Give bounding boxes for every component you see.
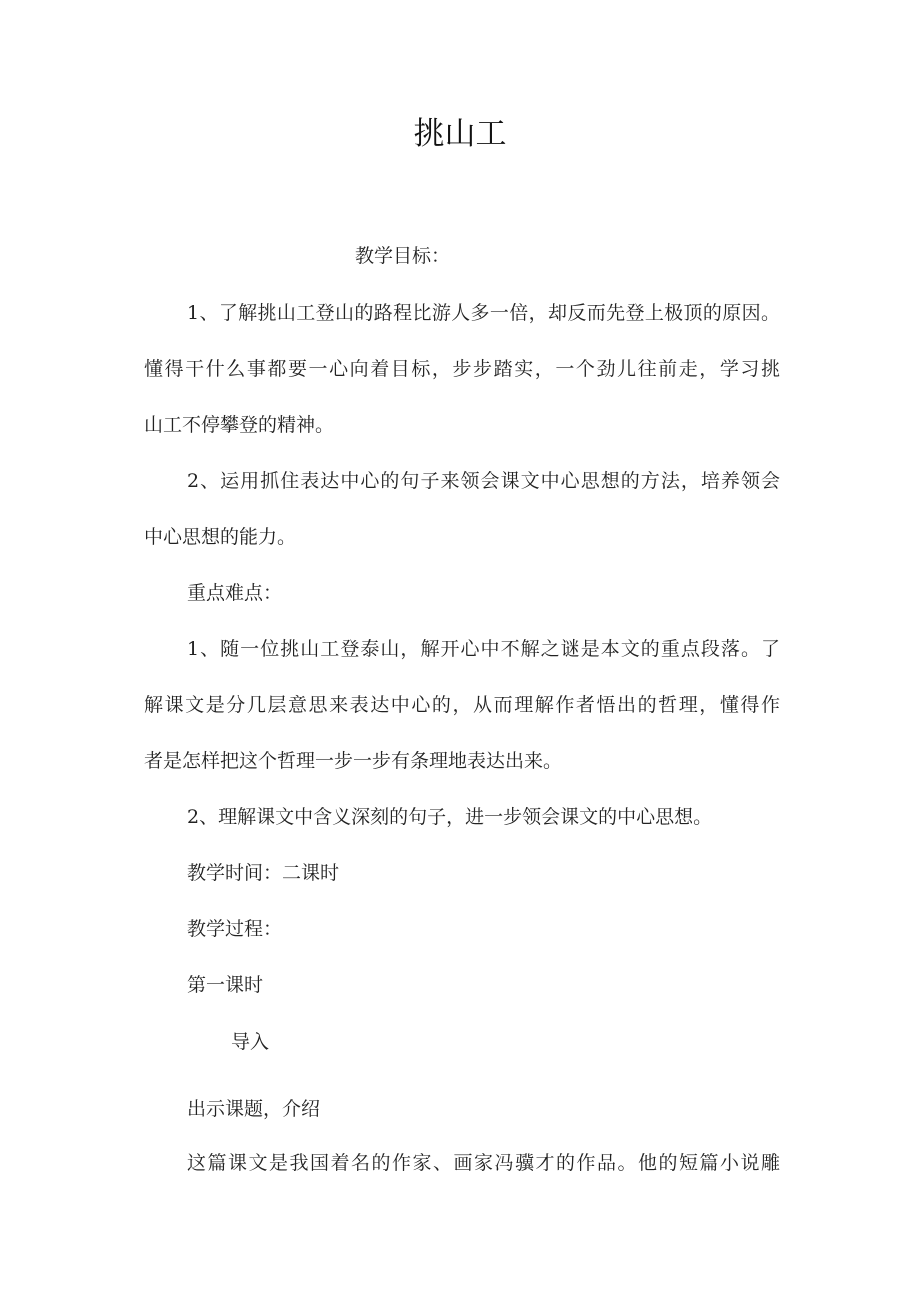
paragraph-line: 懂得干什么事都要一心向着目标，步步踏实，一个劲儿往前走，学习挑 [144, 358, 780, 380]
paragraph-line: 2、运用抓住表达中心的句子来领会课文中心思想的方法，培养领会 [187, 470, 780, 492]
subsection-heading: 导入 [231, 1031, 270, 1053]
section-heading-process: 教学过程： [187, 918, 283, 940]
paragraph-line: 1、随一位挑山工登泰山，解开心中不解之谜是本文的重点段落。了 [187, 638, 780, 660]
section-heading-key-points: 重点难点： [187, 582, 283, 604]
document-title: 挑山工 [413, 116, 507, 152]
paragraph-line: 解课文是分几层意思来表达中心的，从而理解作者悟出的哲理，懂得作 [144, 694, 780, 716]
paragraph-line: 这篇课文是我国着名的作家、画家冯骥才的作品。他的短篇小说雕 [187, 1152, 780, 1174]
paragraph-line: 2、理解课文中含义深刻的句子，进一步领会课文的中心思想。 [187, 806, 713, 828]
teaching-time: 教学时间：二课时 [187, 862, 340, 884]
section-heading-objectives: 教学目标： [355, 245, 451, 267]
paragraph-line: 中心思想的能力。 [144, 526, 297, 548]
paragraph-line: 1、了解挑山工登山的路程比游人多一倍，却反而先登上极顶的原因。 [187, 302, 780, 324]
lesson-heading: 第一课时 [187, 974, 264, 996]
paragraph-line: 出示课题，介绍 [187, 1098, 321, 1120]
paragraph-line: 者是怎样把这个哲理一步一步有条理地表达出来。 [144, 750, 563, 772]
paragraph-line: 山工不停攀登的精神。 [144, 414, 335, 436]
